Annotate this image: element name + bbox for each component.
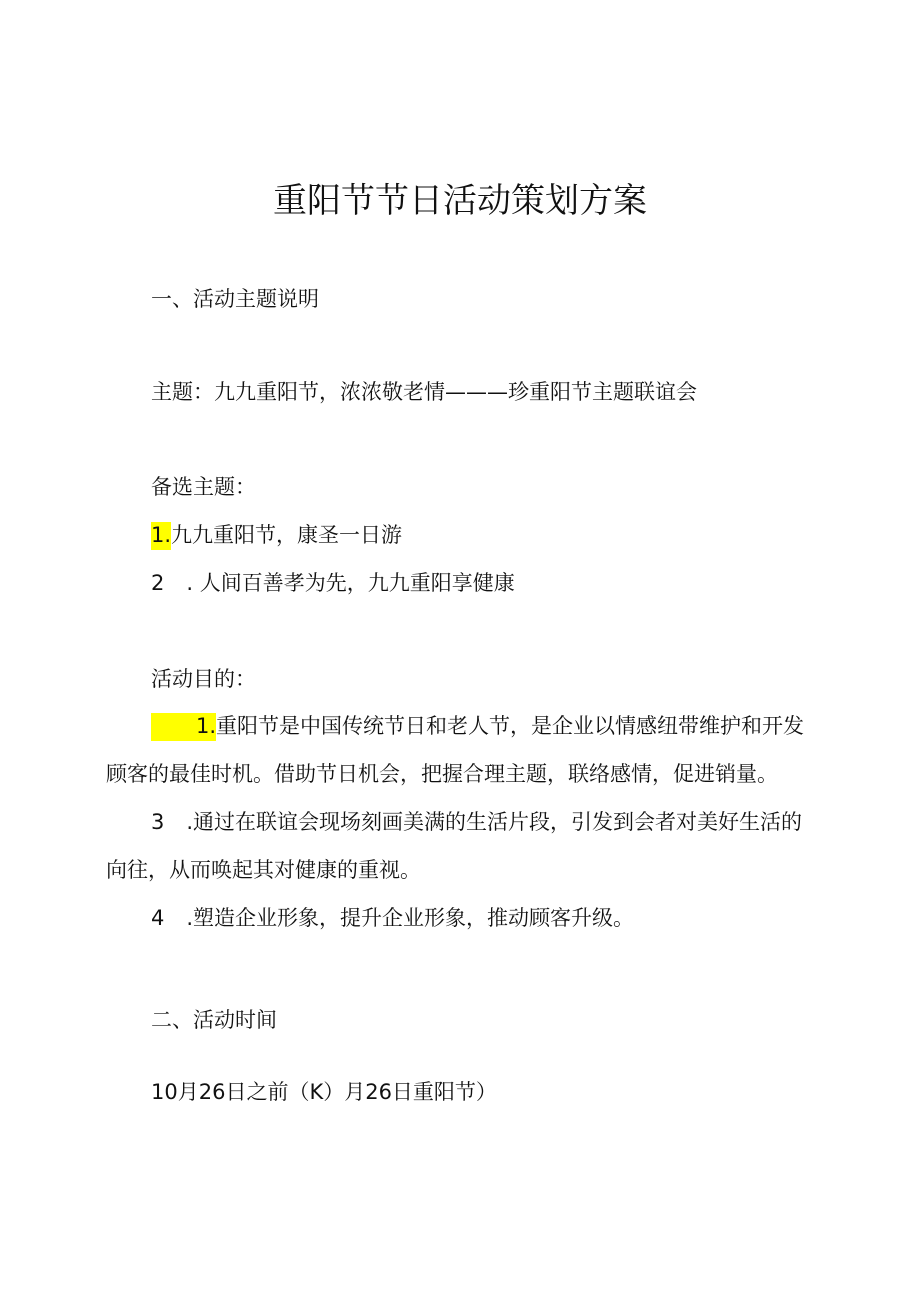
- alt-theme-item-2: [151, 568, 515, 598]
- document-title: 重阳节节日活动策划方案: [273, 181, 647, 221]
- goal-label: 活动目的：: [151, 667, 256, 691]
- section-1-heading: 一、活动主题说明: [151, 287, 319, 311]
- section-2-heading: 二、活动时间: [151, 1008, 277, 1032]
- goal-item-text: 重阳节是中国传统节日和老人节，是企业以情感纽带维护和开发顾客的最佳时机。借助节日机会，把握合理主题，联络感情，促进销量。: [106, 714, 805, 786]
- alt-theme-item-1: [151, 520, 402, 550]
- alt-theme-label: 备选主题：: [151, 475, 256, 499]
- highlighted-number: 1.: [151, 713, 216, 741]
- list-number: 3: [151, 810, 165, 834]
- highlighted-number: 1.: [151, 522, 171, 550]
- list-number: 4: [151, 906, 165, 930]
- alt-theme-item-text: 九九重阳节，康圣一日游: [171, 523, 403, 547]
- goal-item-3: [106, 894, 818, 942]
- goal-item-2: [106, 798, 818, 894]
- list-number: 2: [151, 571, 165, 595]
- goal-item-text: .通过在联谊会现场刻画美满的生活片段，引发到会者对美好生活的向往，从而唤起其对健康的重视。: [106, 810, 803, 882]
- time-line: 10月26日之前（K）月26日重阳节）: [151, 1080, 497, 1104]
- goal-item-text: .塑造企业形象，提升企业形象，推动顾客升级。: [186, 906, 635, 930]
- goal-item-1: [106, 702, 818, 798]
- alt-theme-item-text: . 人间百善孝为先，九九重阳享健康: [186, 571, 515, 595]
- theme-line: 主题：九九重阳节，浓浓敬老情———珍重阳节主题联谊会: [151, 380, 697, 404]
